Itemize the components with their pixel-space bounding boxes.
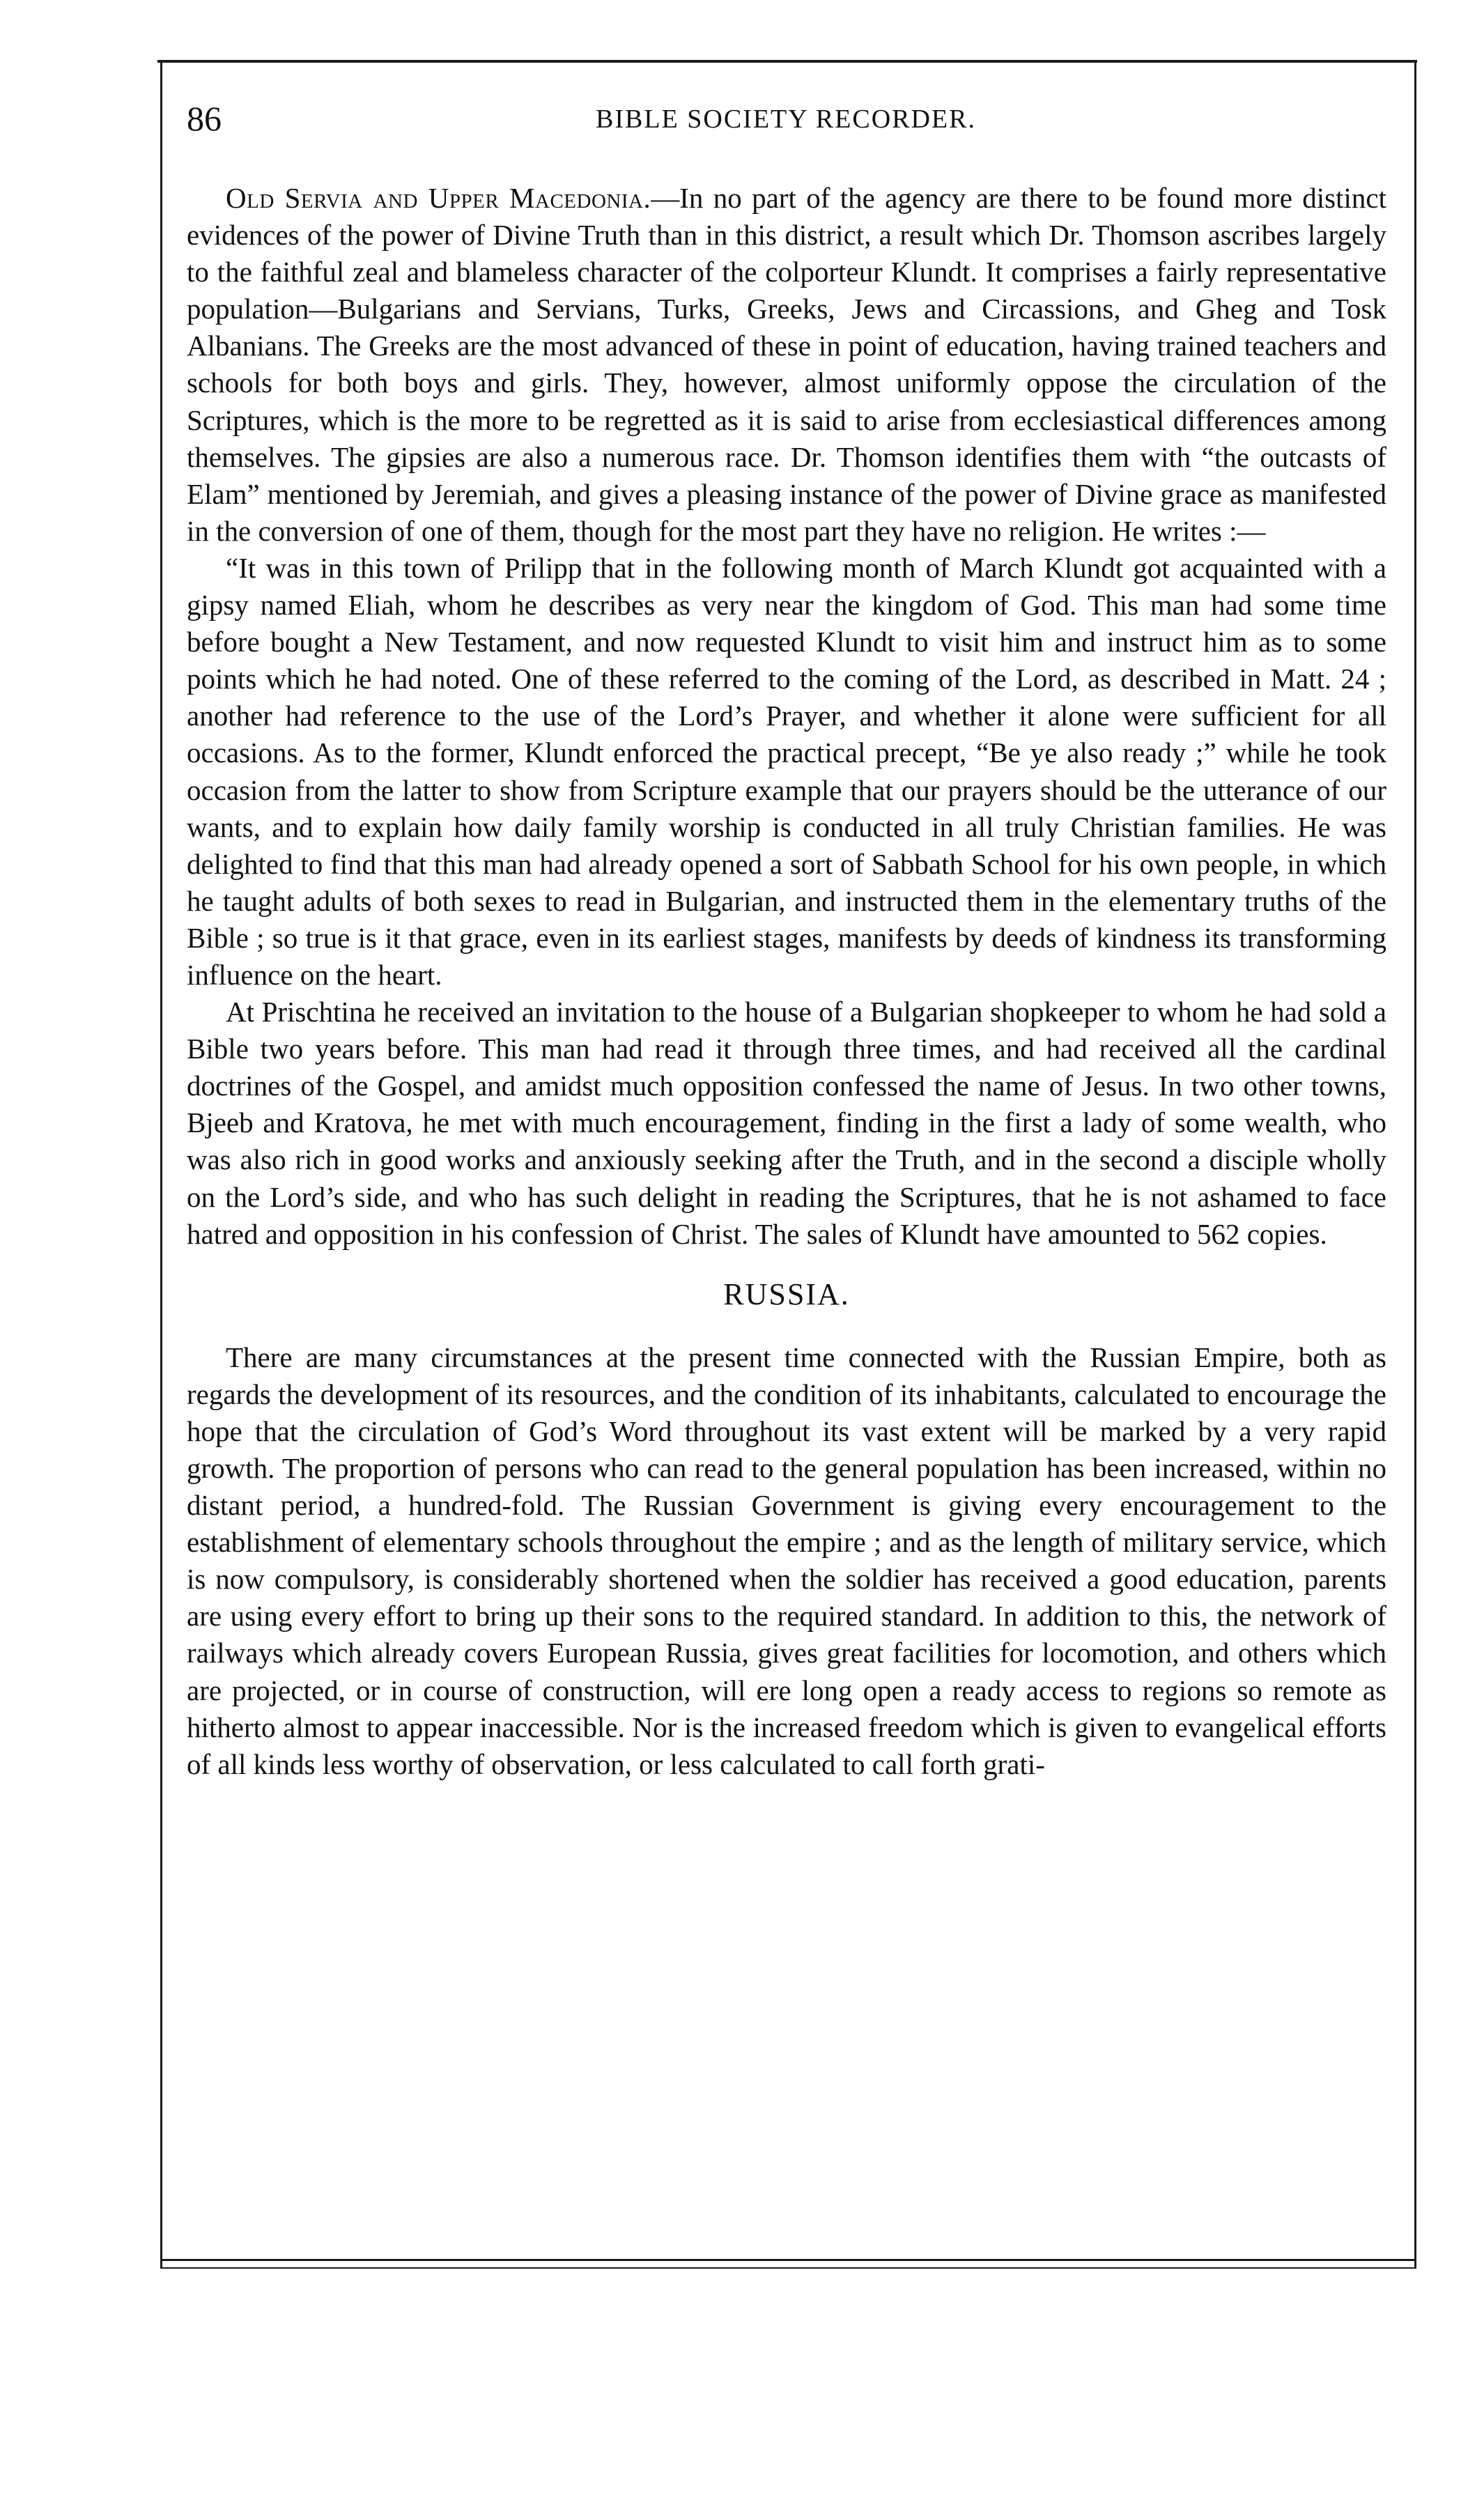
- left-border-rule: [160, 60, 162, 2269]
- section-lead-macedonia: Old Servia and Upper Macedonia.: [226, 182, 651, 214]
- klundt-quote-paragraph: “It was in this town of Prilipp that in the following month of March Klundt got acquainted with a gipsy named Eliah, whom he describes as very near the kingdom of God. This man had some time before bought a New Testament, and now requested Klundt to visit him and instruct him as to some points which he had noted. One of these referred to the coming of the Lord, as described in Matt. 24 ; another had reference to the use of the Lord’s Prayer, and whether it alone were sufficient for all occasions. As to the former, Klundt enforced the practical precept, “Be ye also ready ;” while he took occasion from the latter to show from Scripture example that our prayers should be the utterance of our wants, and to explain how daily family worship is conducted in all truly Christian families. He was delighted to find that this man had already opened a sort of Sabbath School for his own people, in which he taught adults of both sexes to read in Bulgarian, and instructed them in the elementary truths of the Bible ; so true is it that grace, even in its earliest stages, manifests by deeds of kindness its transforming influence on the heart.: [187, 551, 1386, 991]
- right-border-rule: [1414, 60, 1416, 2269]
- macedonia-paragraph-text: —In no part of the agency are there to be found more distinct evidences of the power of Divine Truth than in this district, a result which Dr. Thomson ascribes largely to the faithful zeal and blameless character of the colporteur Klundt. It comprises a fairly representative population—Bulgarians and Servians, Turks, Greeks, Jews and Circassions, and Gheg and Tosk Albanians. The Greeks are the most advanced of these in point of education, having trained teachers and schools for both boys and girls. They, however, almost uniformly oppose the circulation of the Scriptures, which is the more to be regretted as it is said to arise from ecclesiastical differences among themselves. The gipsies are also a numerous race. Dr. Thomson identifies them with “the outcasts of Elam” mentioned by Jeremiah, and gives a pleasing instance of the power of Divine grace as manifested in the conversion of one of them, though for the most part they have no religion. He writes :—: [187, 182, 1387, 547]
- bottom-border-rule-secondary: [160, 2267, 1416, 2269]
- page-header: [187, 98, 1385, 146]
- section-heading-russia: RUSSIA.: [723, 1276, 850, 1311]
- bottom-border-rule: [160, 2259, 1416, 2261]
- russia-paragraph: There are many circumstances at the present time connected with the Russian Empire, both as regards the development of its resources, and the condition of its inhabitants, calculated to encourage the hope that the circulation of God’s Word throughout its vast extent will be marked by a very rapid growth. The proportion of persons who can read to the general population has been increased, within no distant period, a hundred-fold. The Russian Government is giving every encouragement to the establishment of elementary schools throughout the empire ; and as the length of military service, which is now compulsory, is considerably shortened when the soldier has received a good education, parents are using every effort to bring up their sons to the required standard. In addition to this, the network of railways which already covers European Russia, gives great facilities for locomotion, and others which are projected, or in course of construction, will ere long open a ready access to regions so remote as hitherto almost to appear inaccessible. Nor is the increased freedom which is given to evangelical efforts of all kinds less worthy of observation, or less calculated to call forth grati-: [187, 1341, 1386, 1780]
- page-number: 86: [187, 99, 222, 138]
- page-body: [187, 180, 1386, 1783]
- top-border-rule: [157, 60, 1417, 63]
- prischtina-paragraph: At Prischtina he received an invitation to the house of a Bulgarian shopkeeper to whom he had sold a Bible two years before. This man had read it through three times, and had received all the cardinal doctrines of the Gospel, and amidst much opposition confessed the name of Jesus. In two other towns, Bjeeb and Kratova, he met with much encouragement, finding in the first a lady of some wealth, who was also rich in good works and anxiously seeking after the Truth, and in the second a disciple wholly on the Lord’s side, and who has such delight in reading the Scriptures, that he is not ashamed to face hatred and opposition in his confession of Christ. The sales of Klundt have amounted to 562 copies.: [187, 996, 1386, 1250]
- running-title: BIBLE SOCIETY RECORDER.: [596, 105, 976, 134]
- macedonia-paragraph: [187, 180, 1386, 550]
